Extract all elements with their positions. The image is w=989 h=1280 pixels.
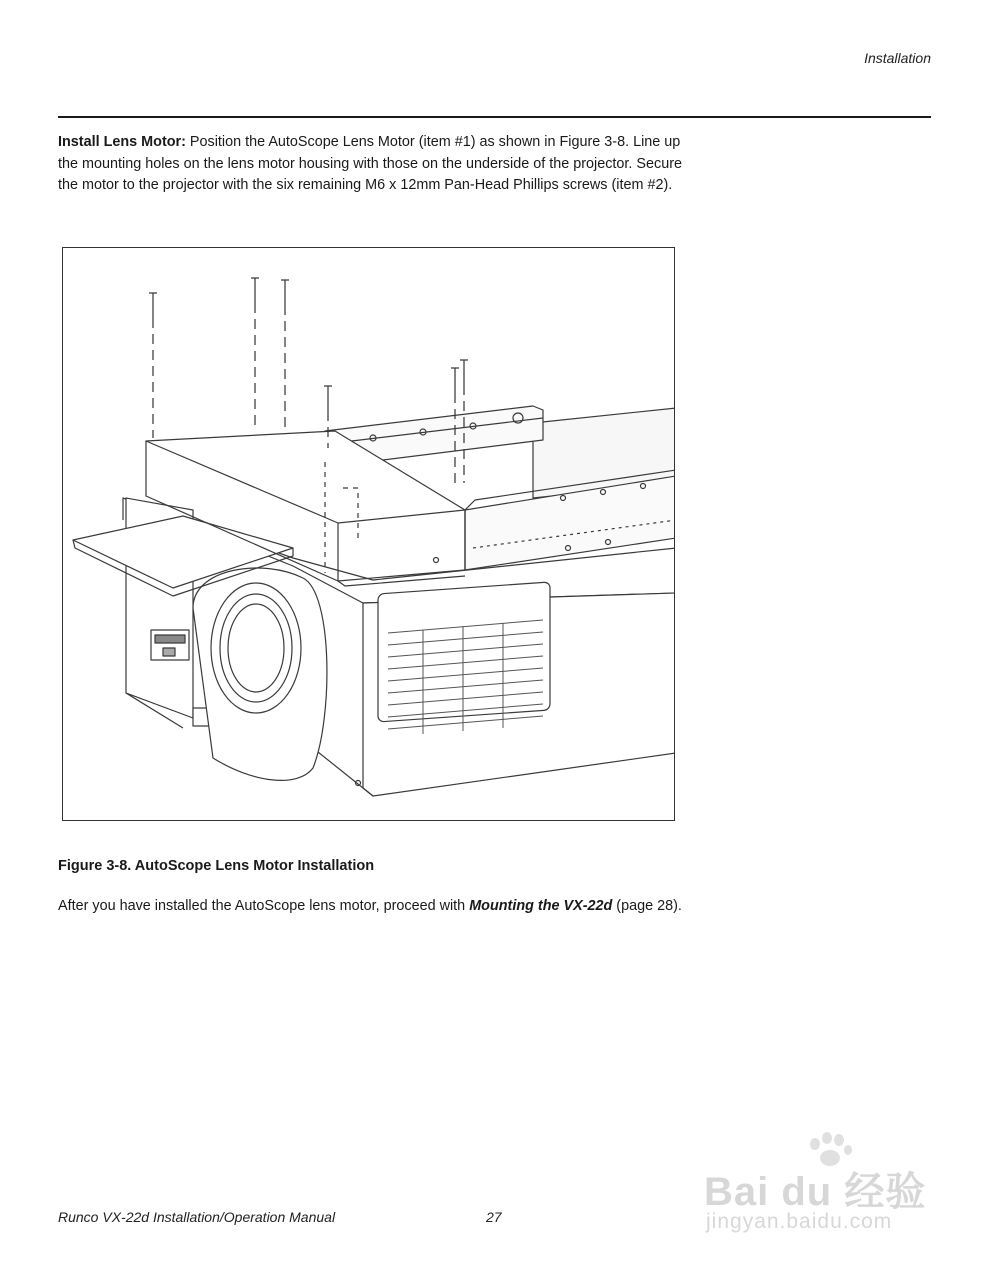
- lens-motor-diagram: [63, 248, 675, 821]
- header-rule: [58, 116, 931, 118]
- figure-caption: Figure 3-8. AutoScope Lens Motor Installation: [58, 858, 375, 874]
- figure-illustration: [62, 247, 675, 821]
- page-number: 27: [486, 1209, 502, 1225]
- intro-body: Position the AutoScope Lens Motor (item #1) as shown in Figure 3-8. Line up the mounting holes on the lens motor housing with those on the underside of the projector. Secure the motor to the projector with the six remaining M6 x 12mm Pan-Head Phillips screws (item #2).: [58, 134, 682, 193]
- watermark-url: jingyan.baidu.com: [706, 1210, 893, 1233]
- watermark-main-text: Bai du 经验: [704, 1170, 927, 1214]
- mounting-link[interactable]: Mounting the VX-22d: [469, 898, 613, 914]
- intro-lead: Install Lens Motor:: [58, 134, 186, 150]
- after-post: (page 28).: [612, 898, 682, 914]
- section-header: Installation: [864, 50, 931, 66]
- baidu-watermark: [700, 1130, 940, 1240]
- after-pre: After you have installed the AutoScope lens motor, proceed with: [58, 898, 470, 914]
- after-paragraph: [58, 896, 698, 917]
- intro-paragraph: [58, 132, 683, 197]
- footer-manual-title: Runco VX-22d Installation/Operation Manual: [58, 1209, 336, 1225]
